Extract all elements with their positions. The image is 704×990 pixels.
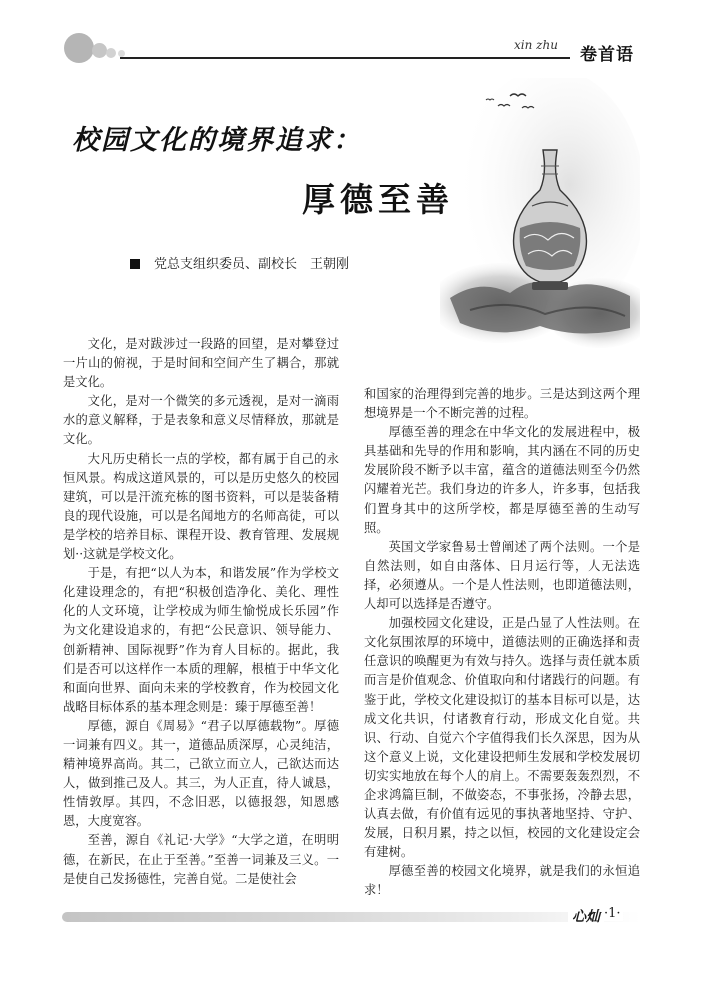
header-decoration-dot <box>118 50 125 57</box>
header-decoration-dot <box>106 48 116 58</box>
paragraph: 厚德，源自《周易》“君子以厚德载物”。厚德一词兼有四义。其一，道德品质深厚，心灵纯洁，精神境界高尚。其二，己欲立而立人，己欲达而达人，做到推己及人。其三，为人正直，待人诚恳，性情敦厚。其四，不念旧恶，以德报怨，知恩感恩，大度宽容。 <box>63 718 339 829</box>
paragraph: 厚德至善的理念在中华文化的发展进程中，极具基础和先导的作用和影响，其内涵在不同的历史发展阶段不断予以丰富，蕴含的道德法则至今仍然闪耀着光芒。我们身边的许多人，许多事，包括我们置身其中的这所学校，都是厚德至善的生动写照。 <box>364 425 640 535</box>
bullet-square-icon <box>130 259 140 269</box>
paragraph: 于是，有把“以人为本，和谐发展”作为学校文化建设理念的，有把“积极创造净化、美化、理性化的人文环境，让学校成为师生愉悦成长乐园”作为文化建设追求的，有把“公民意识、领导能力、创新精神、国际视野”作为育人目标的。据此，我们是否可以这样作一本质的理解，根植于中华文化和面向世界、面向未来的学校教育，作为校园文化战略目标体系的基本理念则是：臻于厚德至善！ <box>63 566 339 714</box>
paragraph: 厚德至善的校园文化境界，就是我们的永恒追求！ <box>364 864 640 898</box>
publication-name: 心灿 <box>568 906 604 926</box>
right-column <box>364 385 640 901</box>
paragraph: 至善，源自《礼记·大学》“大学之道，在明明德，在新民，在止于至善。”至善一词兼及三义。一是使自己发扬德性，完善自觉。二是使社会 <box>63 833 339 886</box>
page-number: ·1· <box>604 906 621 921</box>
vase-illustration <box>440 78 640 348</box>
paragraph: 英国文学家鲁易士曾阐述了两个法则。一个是自然法则，如自由落体、日月运行等，人无法选择，必须遵从。一个是人性法则，也即道德法则，人却可以选择是否遵守。 <box>364 539 640 612</box>
paragraph-continuation: 和国家的治理得到完善的地步。三是达到这两个理想境界是一个不断完善的过程。 <box>364 387 640 421</box>
header-rule <box>120 57 570 59</box>
left-column <box>63 335 339 889</box>
article-title: 校园文化的境界追求： <box>72 125 362 156</box>
header-decoration-dot <box>64 33 94 63</box>
author-name: 党总支组织委员、副校长 王朝刚 <box>154 257 350 272</box>
author-byline <box>130 253 349 272</box>
column-name: 卷首语 <box>580 45 634 65</box>
header-pinyin: xin zhu <box>514 38 558 52</box>
paragraph: 加强校园文化建设，正是凸显了人性法则。在文化氛围浓厚的环境中，道德法则的正确选择和责任意识的唤醒更为有效与持久。选择与责任就本质而言是价值观念、价值取向和付诸践行的问题。有鉴于此，学校文化建设拟订的基本目标可以是，达成文化共识，付诸教育行动，形成文化自觉。共识、行动、自觉六个字值得我们长久深思，因为从这个意义上说，文化建设把师生发展和学校发展切切实实地放在每个人的肩上。不需要轰轰烈烈，不企求鸿篇巨制，不做姿态，不事张扬，冷静去思，认真去做，有价值有远见的事执著地坚持、守护、发展，日积月累，持之以恒，校园的文化建设定会有建树。 <box>364 616 640 860</box>
footer-band <box>62 912 640 922</box>
article-subtitle: 厚德至善 <box>302 180 454 219</box>
paragraph: 文化，是对一个微笑的多元透视，是对一滴雨水的意义解释，于是表象和意义尽情释放，那就是文化。 <box>63 394 339 447</box>
header-decoration-dot <box>92 43 107 58</box>
paragraph: 大凡历史稍长一点的学校，都有属于自己的永恒风景。构成这道风景的，可以是历史悠久的校园建筑，可以是汗流充栋的图书资料，可以是装备精良的现代设施，可以是名闻地方的名师高徒，可以是学校的培养目标、课程开设、教育管理、发展规划··这就是学校文化。 <box>63 451 339 562</box>
paragraph: 文化，是对跋涉过一段路的回望，是对攀登过一片山的俯视，于是时间和空间产生了耦合，那就是文化。 <box>63 337 339 390</box>
